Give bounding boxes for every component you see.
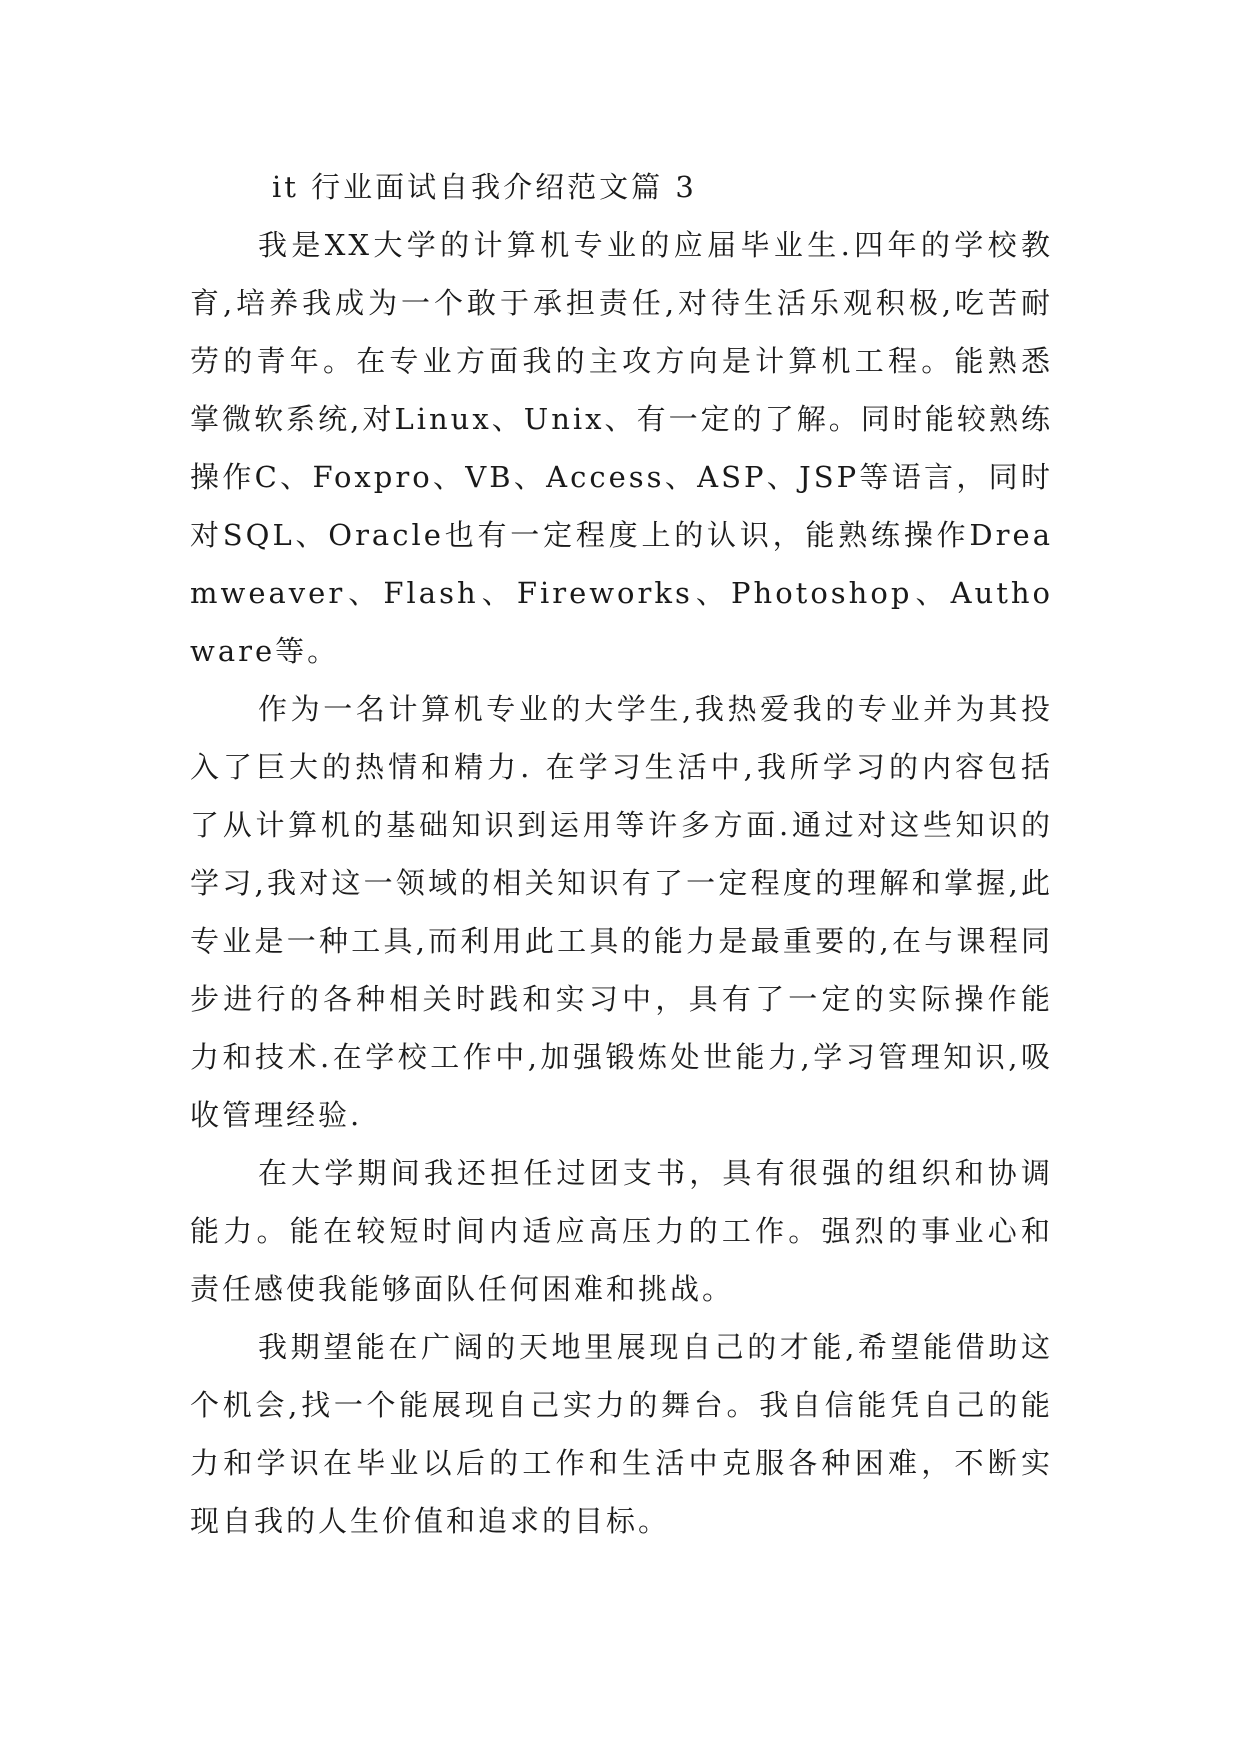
paragraph-aspiration: 我期望能在广阔的天地里展现自己的才能,希望能借助这个机会,找一个能展现自己实力的舞台。我自信能凭自己的能力和学识在毕业以后的工作和生活中克服各种困难，不断实现自我的人生价值和追求的目标。 xyxy=(190,1330,1053,1538)
document-title: it 行业面试自我介绍范文篇 3 xyxy=(272,170,697,204)
paragraph-education: 我是XX大学的计算机专业的应届毕业生.四年的学校教育,培养我成为一个敢于承担责任,对待生活乐观积极,吃苦耐劳的青年。在专业方面我的主攻方向是计算机工程。能熟悉掌微软系统,对Linux、Unix、有一定的了解。同时能较熟练操作C、Foxpro、VB、Access、ASP、JSP等语言，同时对SQL、Oracle也有一定程度上的认识，能熟练操作Dreamweaver、Flash、Fireworks、Photoshop、Authoware等。 xyxy=(190,228,1053,668)
paragraph-leadership: 在大学期间我还担任过团支书，具有很强的组织和协调能力。能在较短时间内适应高压力的工作。强烈的事业心和责任感使我能够面队任何困难和挑战。 xyxy=(190,1156,1053,1306)
document-body xyxy=(190,158,1053,1550)
paragraph-studies: 作为一名计算机专业的大学生,我热爱我的专业并为其投入了巨大的热情和精力. 在学习生活中,我所学习的内容包括了从计算机的基础知识到运用等许多方面.通过对这些知识的学习,我对这一领域的相关知识有了一定程度的理解和掌握,此专业是一种工具,而利用此工具的能力是最重要的,在与课程同步进行的各种相关时践和实习中，具有了一定的实际操作能力和技术.在学校工作中,加强锻炼处世能力,学习管理知识,吸收管理经验. xyxy=(190,692,1053,1132)
